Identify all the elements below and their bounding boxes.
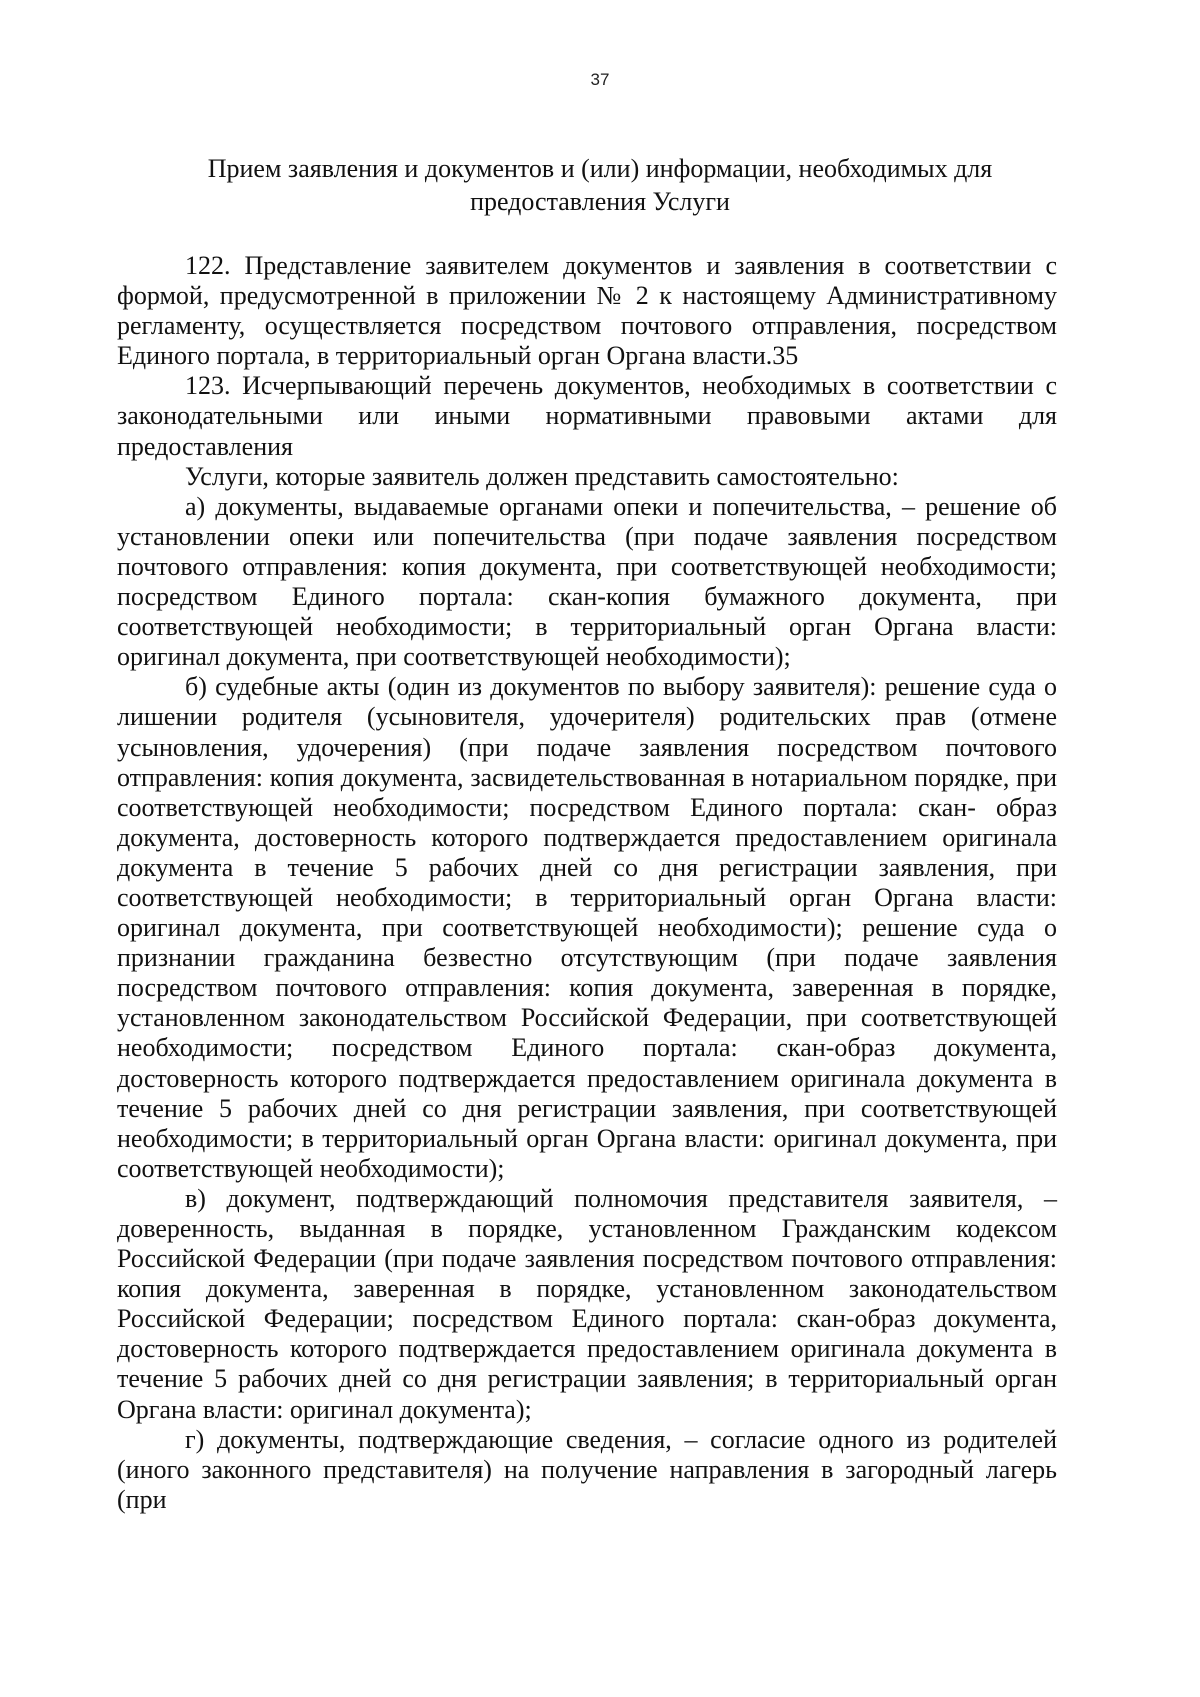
section-heading-line-1: Прием заявления и документов и (или) информации, необходимых для xyxy=(207,154,993,183)
paragraph-item-b: б) судебные акты (один из документов по выбору заявителя): решение суда о лишении родителя (усыновителя, удочерителя) родительских прав (отмене усыновления, удочерения) (при подаче заявления посредством почтового отправления: копия документа, засвидетельствованная в нотариальном порядке, при соответствующей необходимости; посредством Единого портала: скан- образ документа, достоверность которого подтверждается предоставлением оригинала документа в течение 5 рабочих дней со дня регистрации заявления, при соответствующей необходимости; в территориальный орган Органа власти: оригинал документа, при соответствующей необходимости); решение суда о признании гражданина безвестно отсутствующим (при подаче заявления посредством почтового отправления: копия документа, заверенная в порядке, установленном законодательством Российской Федерации, при соответствующей необходимости; посредством Единого портала: скан-образ документа, достоверность которого подтверждается предоставлением оригинала документа в течение 5 рабочих дней со дня регистрации заявления, при соответствующей необходимости; в территориальный орган Органа власти: оригинал документа, при соответствующей необходимости); xyxy=(117,672,1057,1183)
paragraph-122: 122. Представление заявителем документов и заявления в соответствии с формой, предусмотренной в приложении № 2 к настоящему Административному регламенту, осуществляется посредством почтового отправления, посредством Единого портала, в территориальный орган Органа власти.35 xyxy=(117,251,1057,371)
section-heading-line-2: предоставления Услуги xyxy=(470,187,730,216)
paragraph-item-g: г) документы, подтверждающие сведения, – согласие одного из родителей (иного законного представителя) на получение направления в загородный лагерь (при xyxy=(117,1424,1057,1514)
paragraph-item-v: в) документ, подтверждающий полномочия представителя заявителя, – доверенность, выданная в порядке, установленном Гражданским кодексом Российской Федерации (при подаче заявления посредством почтового отправления: копия документа, заверенная в порядке, установленном законодательством Российской Федерации; посредством Единого портала: скан-образ документа, достоверность которого подтверждается предоставлением оригинала документа в течение 5 рабочих дней со дня регистрации заявления; в территориальный орган Органа власти: оригинал документа); xyxy=(117,1183,1057,1424)
page-number: 37 xyxy=(590,70,610,89)
paragraph-123-continuation: Услуги, которые заявитель должен представить самостоятельно: xyxy=(185,461,899,491)
section-heading xyxy=(130,152,1070,218)
paragraph-item-a: а) документы, выдаваемые органами опеки и попечительства, – решение об установлении опеки или попечительства (при подаче заявления посредством почтового отправления: копия документа, при соответствующей необходимости; посредством Единого портала: скан-копия бумажного документа, при соответствующей необходимости; в территориальный орган Органа власти: оригинал документа, при соответствующей необходимости); xyxy=(117,491,1057,672)
paragraph-123: 123. Исчерпывающий перечень документов, необходимых в соответствии с законодательными или иными нормативными правовыми актами для предоставления xyxy=(117,371,1057,461)
document-body xyxy=(117,251,1057,1515)
